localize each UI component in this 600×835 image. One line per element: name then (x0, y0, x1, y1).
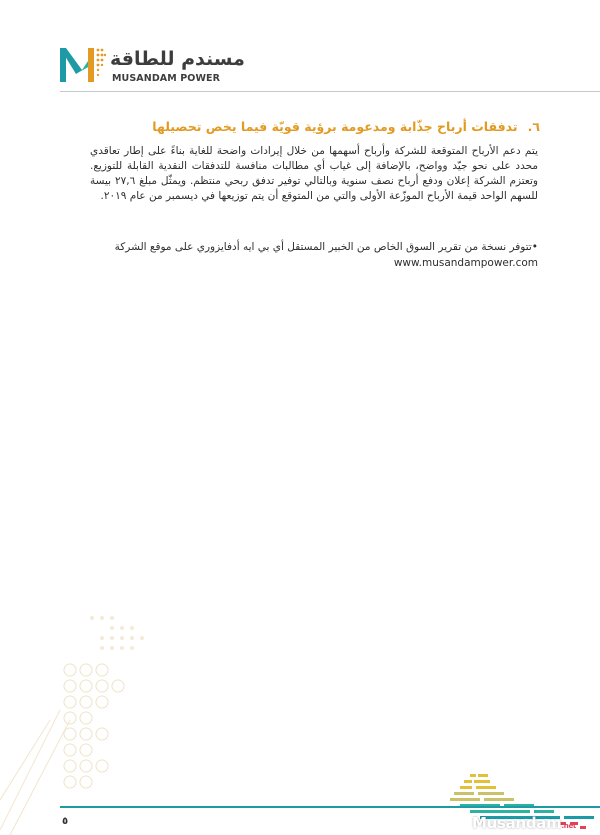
header-divider (60, 91, 600, 92)
section-number: ٦. (527, 119, 540, 134)
brand-name-english: MUSANDAM POWER (112, 73, 221, 84)
watermark-suffix: .net (561, 822, 576, 830)
decorative-dot-pattern-icon (0, 600, 240, 835)
report-note: •تتوفر نسخة من تقرير السوق الخاص من الخبير المستقل أي بي ايه أدفايزوري على موقع الشركة (114, 241, 538, 253)
site-watermark (472, 814, 576, 832)
musandam-logo-mark-icon (60, 44, 106, 84)
page-number: ٥ (62, 816, 69, 827)
company-website-link[interactable]: www.musandampower.com (393, 257, 538, 269)
section-heading (70, 119, 540, 134)
section-paragraph: يتم دعم الأرباح المتوقعة للشركة وأرباح أسهمها من خلال إيرادات واضحة للغاية بناءً على إطار تعاقدي محدد على نحو جيّد وواضح، بالإضافة إلى غياب أي مطالبات منافسة للتدفقات النقدية القابلة للتوزيع. وتعتزم الشركة إعلان ودفع أرباح نصف سنوية وبالتالي توفير تدفق ربحي منتظم. ويمثّل مبلغ ٢٧,٦ بيسة للسهم الواحد قيمة الأرباح الموزّعة الأولى والتي من المتوقع أن يتم توزيعها في ديسمبر من عام ٢٠١٩. (90, 145, 538, 202)
brand-name-arabic: مسندم للطاقة (110, 48, 245, 70)
footer-divider (60, 806, 600, 808)
section-heading-text: تدفقات أرباح جذّابة ومدعومة برؤية قويّة فيما يخص تحصيلها (152, 119, 518, 134)
watermark-main: Musandam (472, 814, 562, 832)
company-logo (60, 40, 245, 88)
